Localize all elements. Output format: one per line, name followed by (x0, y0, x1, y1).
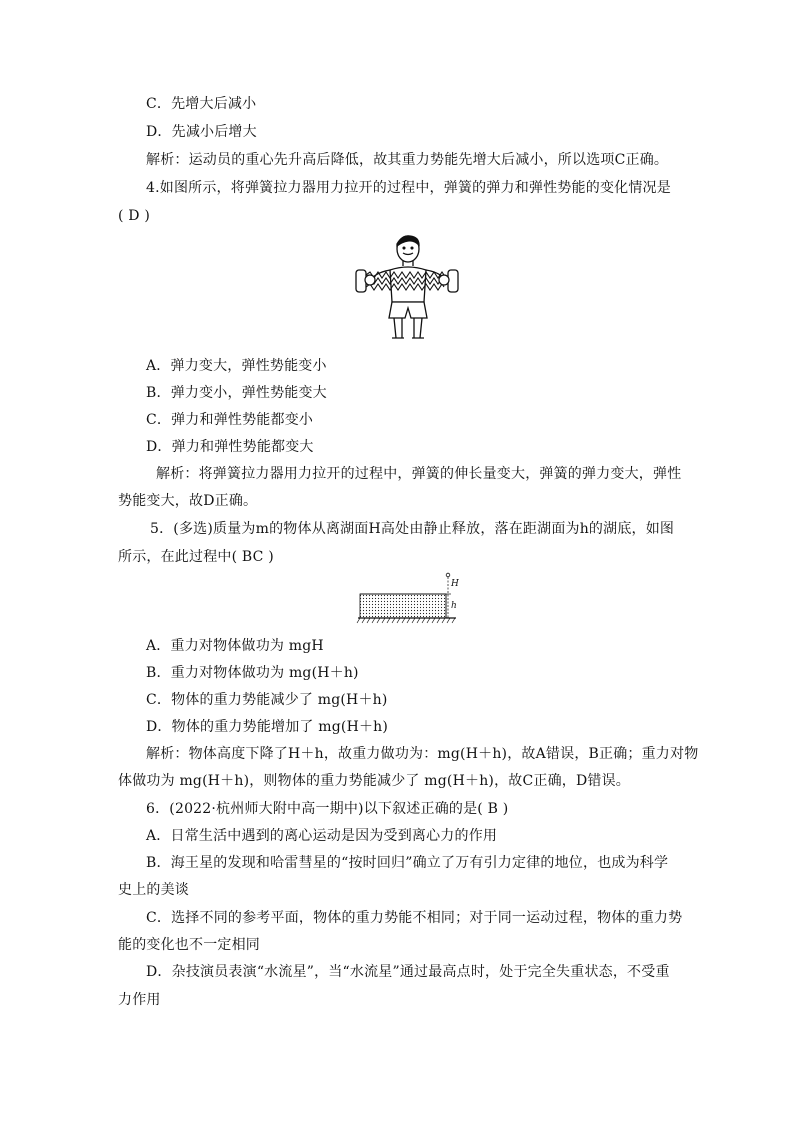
q6-option-c-line2: 能的变化也不一定相同 (118, 937, 260, 953)
q4-option-c: C．弹力和弹性势能都变小 (146, 412, 314, 428)
q6-option-d-line1: D．杂技演员表演“水流星”，当“水流星”通过最高点时，处于完全失重状态，不受重 (146, 964, 670, 980)
q5-stem-line2: 所示，在此过程中( BC ) (118, 549, 274, 565)
q5-option-d: D．物体的重力势能增加了 mg(H＋h) (146, 719, 389, 735)
q4-stem-line1: 4.如图所示，将弹簧拉力器用力拉开的过程中，弹簧的弹力和弹性势能的变化情况是 (146, 180, 671, 196)
q6-option-c-line1: C．选择不同的参考平面，物体的重力势能不相同；对于同一运动过程，物体的重力势 (146, 910, 683, 926)
q3-option-c: C．先增大后减小 (146, 96, 257, 112)
q5-stem-line1: 5．(多选)质量为m的物体从离湖面H高处由静止释放，落在距湖面为h的湖底，如图 (150, 521, 675, 537)
q6-option-a: A．日常生活中遇到的离心运动是因为受到离心力的作用 (146, 828, 498, 844)
q5-analysis-line2: 体做功为 mg(H＋h)，则物体的重力势能减少了 mg(H＋h)，故C正确，D错误。 (118, 773, 631, 789)
q5-option-c: C．物体的重力势能减少了 mg(H＋h) (146, 692, 388, 708)
spring-expander-figure (352, 232, 462, 344)
q6-option-d-line2: 力作用 (118, 992, 161, 1008)
q4-analysis-line1: 解析：将弹簧拉力器用力拉开的过程中，弹簧的伸长量变大，弹簧的弹力变大，弹性 (156, 466, 682, 482)
q3-analysis: 解析：运动员的重心先升高后降低，故其重力势能先增大后减小，所以选项C正确。 (146, 152, 669, 168)
lake-figure (356, 570, 460, 628)
q4-analysis-line2: 势能变大，故D正确。 (118, 493, 258, 509)
q3-option-d: D．先减小后增大 (146, 124, 257, 140)
q5-option-b: B．重力对物体做功为 mg(H＋h) (146, 665, 359, 681)
q4-option-a: A．弹力变大，弹性势能变小 (146, 358, 327, 374)
q6-option-b-line2: 史上的美谈 (118, 882, 189, 898)
q6-option-b-line1: B．海王星的发现和哈雷彗星的“按时回归”确立了万有引力定律的地位，也成为科学 (146, 855, 669, 871)
q4-stem-line2: ( D ) (118, 208, 151, 224)
q5-option-a: A．重力对物体做功为 mgH (146, 638, 324, 654)
label-h: h (451, 601, 457, 611)
q4-option-d: D．弹力和弹性势能都变大 (146, 439, 314, 455)
q5-analysis-line1: 解析：物体高度下降了H＋h，故重力做功为：mg(H＋h)，故A错误，B正确；重力对物 (146, 746, 699, 762)
q6-stem: 6．(2022·杭州师大附中高一期中)以下叙述正确的是( B ) (146, 801, 509, 817)
q4-option-b: B．弹力变小，弹性势能变大 (146, 385, 327, 401)
label-H: H (451, 579, 459, 589)
